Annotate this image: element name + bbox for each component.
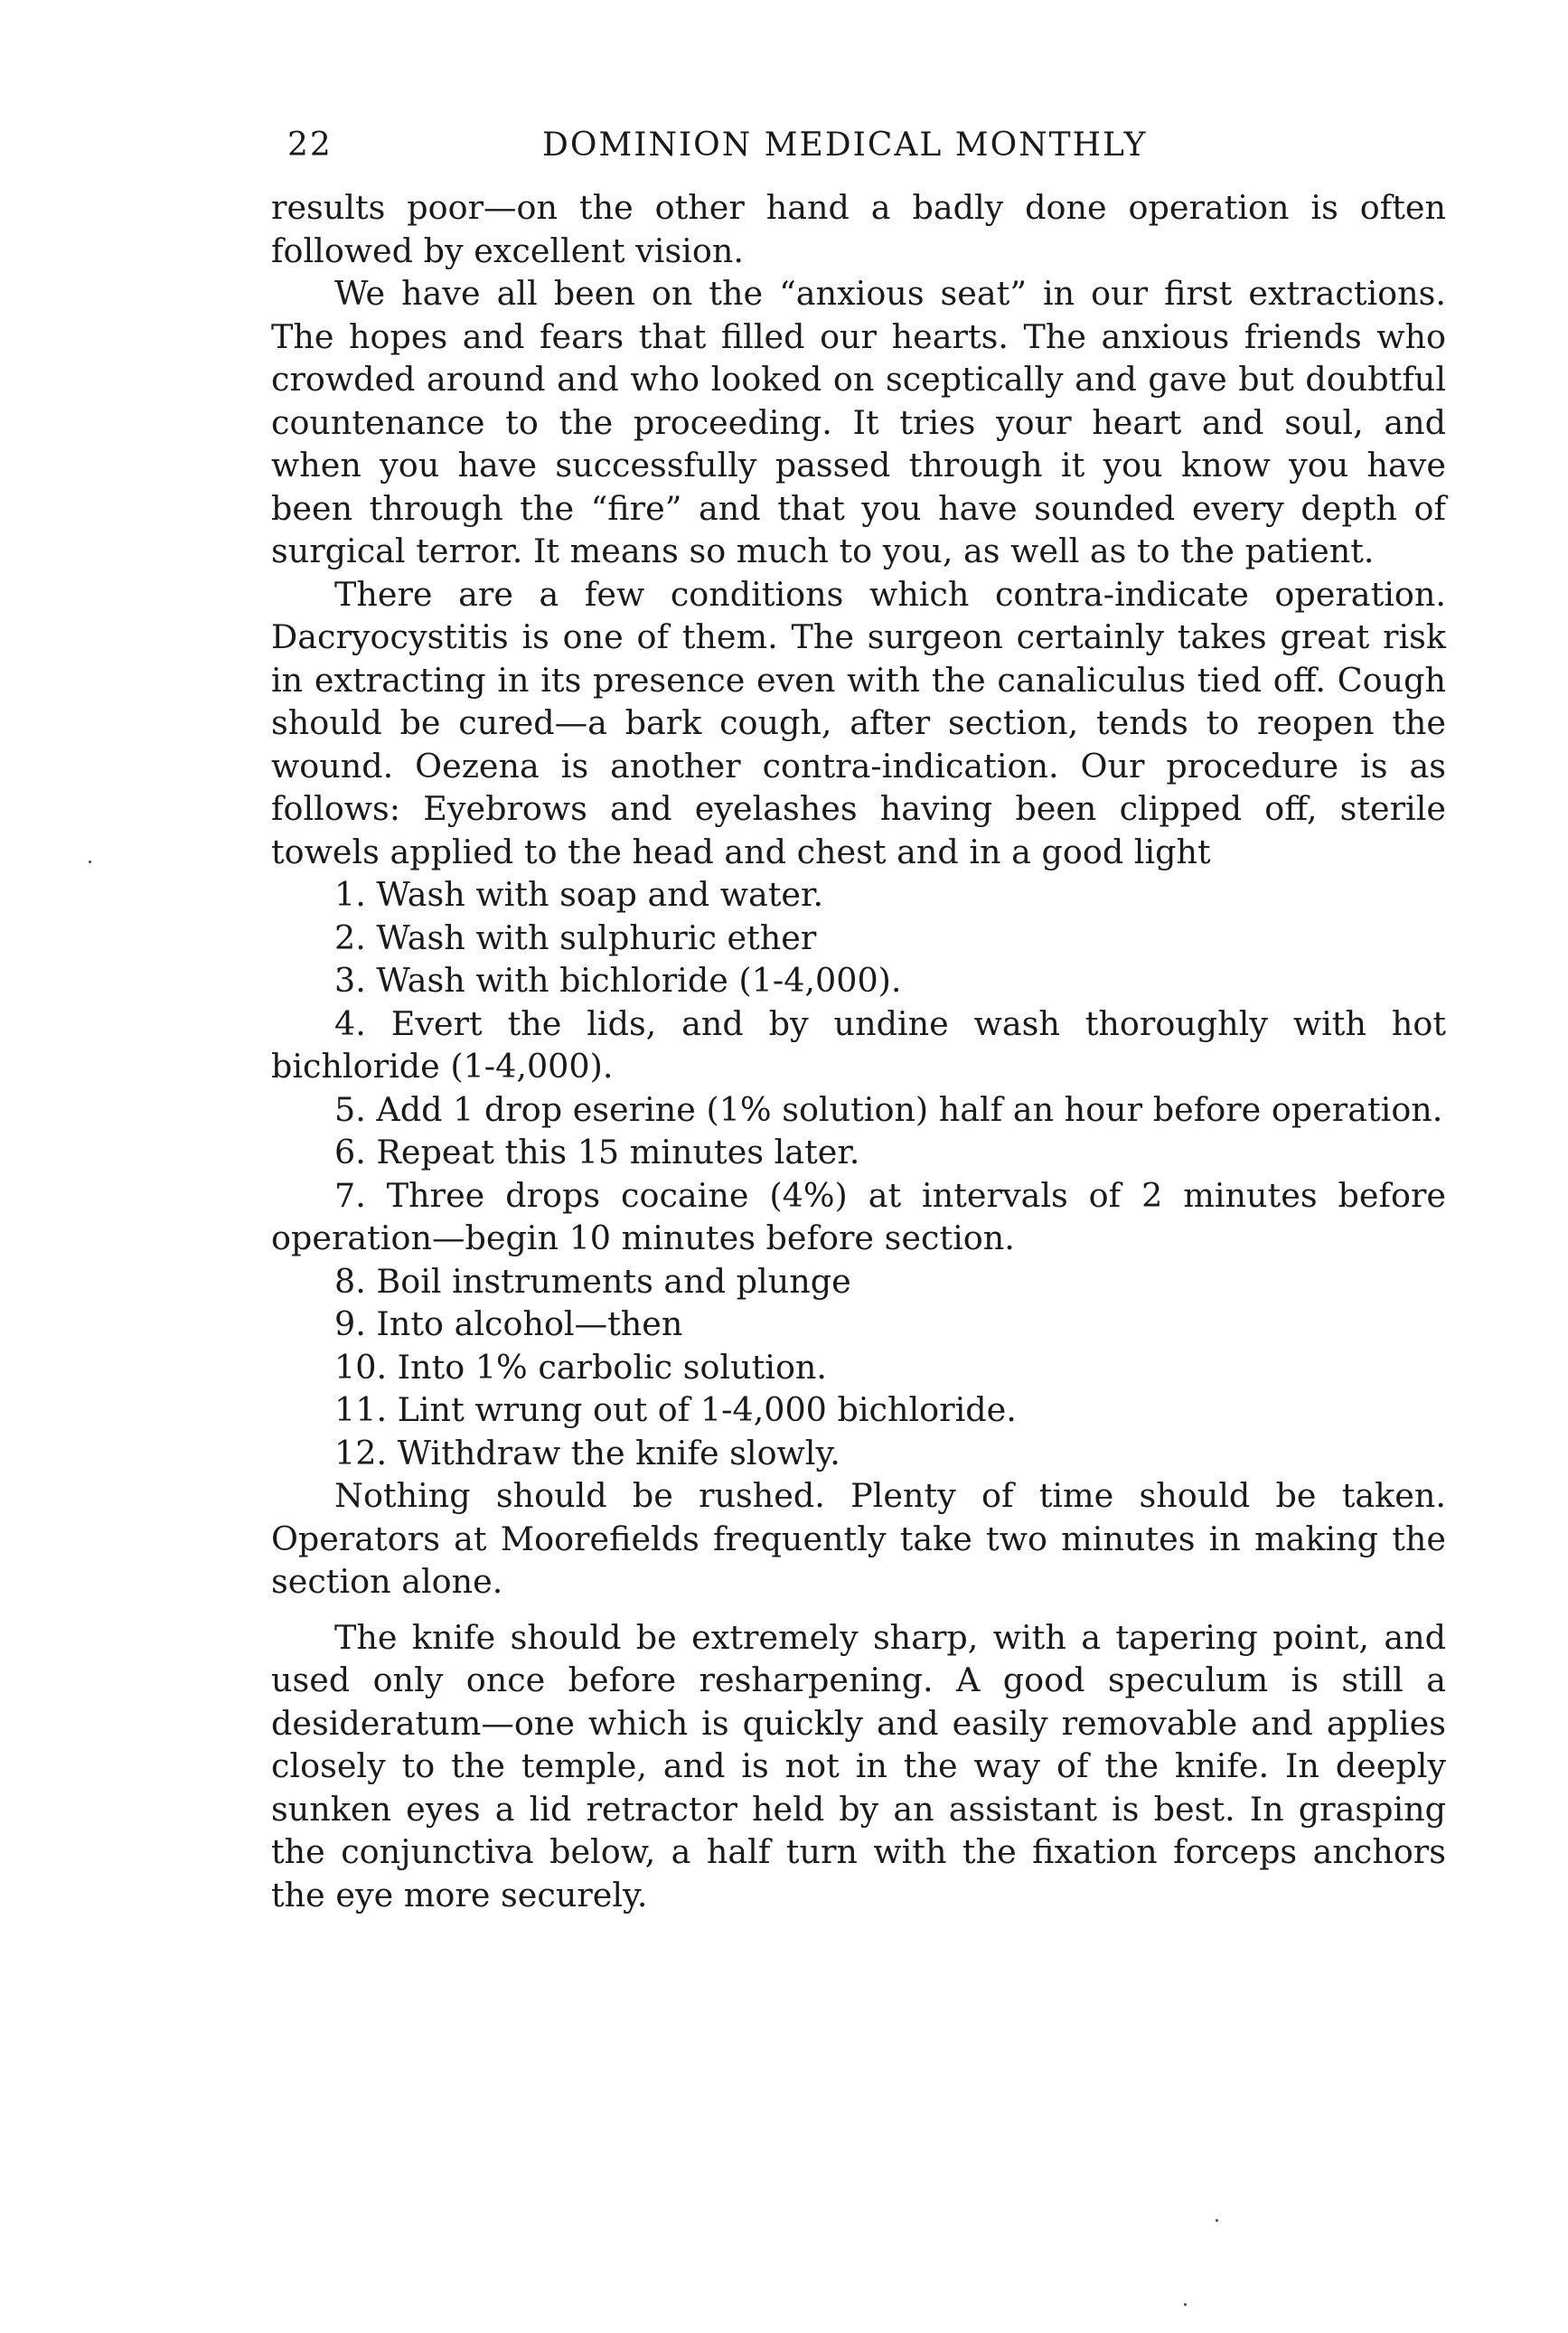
page-header — [271, 127, 1446, 181]
procedure-step: 7. Three drops cocaine (4%) at intervals of 2 minutes before operation—begin 10 minutes before section. — [271, 1175, 1446, 1257]
print-speck — [89, 861, 91, 863]
page-number: 22 — [287, 127, 333, 164]
procedure-step: 5. Add 1 drop eserine (1% solution) half an hour before operation. — [334, 1089, 1443, 1129]
paragraph-knife: The knife should be extremely sharp, with a tapering point, and used only once before resharpening. A good speculum is still a desideratum—one which is quickly and easily removable and applies closely to the temple, and is not in the way of the knife. In deeply sunken eyes a lid retractor held by an assistant is best. In grasping the conjunctiva below, a half turn with the fixation forceps anchors the eye more securely. — [271, 1617, 1446, 1914]
paragraph-continued: results poor—on the other hand a badly done operation is often followed by excellent vision. — [271, 188, 1446, 270]
procedure-step: 6. Repeat this 15 minutes later. — [334, 1133, 860, 1171]
procedure-step: 8. Boil instruments and plunge — [334, 1261, 851, 1301]
paragraph-contra-indications: There are a few conditions which contra-indicate operation. Dacryocystitis is one of them. The surgeon certainly takes great risk in extracting in its presence even with the canaliculus tied off. Cough should be cured—a bark cough, after section, tends to reopen the wound. Oezena is another contra-indication. Our procedure is as follows: Eyebrows and eyelashes having been clipped off, sterile towels applied to the head and chest and in a good light — [271, 574, 1446, 871]
procedure-list — [271, 873, 1446, 1474]
procedure-step: 2. Wash with sulphuric ether — [334, 917, 817, 957]
running-title: DOMINION MEDICAL MONTHLY — [542, 127, 1148, 164]
procedure-step: 9. Into alcohol—then — [334, 1304, 683, 1343]
procedure-step: 4. Evert the lids, and by undine wash thoroughly with hot bichloride (1-4,000). — [271, 1003, 1446, 1086]
print-speck — [1184, 2303, 1187, 2306]
procedure-step: 10. Into 1% carbolic solution. — [334, 1347, 828, 1387]
paragraph-anxious-seat: We have all been on the “anxious seat” in our first extractions. The hopes and fears that filled our hearts. The anxious friends who crowded around and who looked on sceptically and gave but doubtful countenance to the proceeding. It tries your heart and soul, and when you have successfully passed through it you know you have been through the “fire” and that you have sounded every depth of surgical terror. It means so much to you, as well as to the patient. — [271, 274, 1446, 570]
paragraph-nothing-rushed: Nothing should be rushed. Plenty of time should be taken. Operators at Moorefields frequently take two minutes in making the section alone. — [271, 1476, 1446, 1601]
procedure-step: 11. Lint wrung out of 1-4,000 bichloride. — [334, 1390, 1017, 1429]
procedure-step: 12. Withdraw the knife slowly. — [334, 1433, 840, 1472]
procedure-step: 3. Wash with bichloride (1-4,000). — [334, 961, 902, 1000]
document-page — [271, 127, 1446, 1916]
body-text — [271, 186, 1446, 1916]
print-speck — [1216, 2219, 1218, 2222]
procedure-step: 1. Wash with soap and water. — [334, 875, 824, 914]
